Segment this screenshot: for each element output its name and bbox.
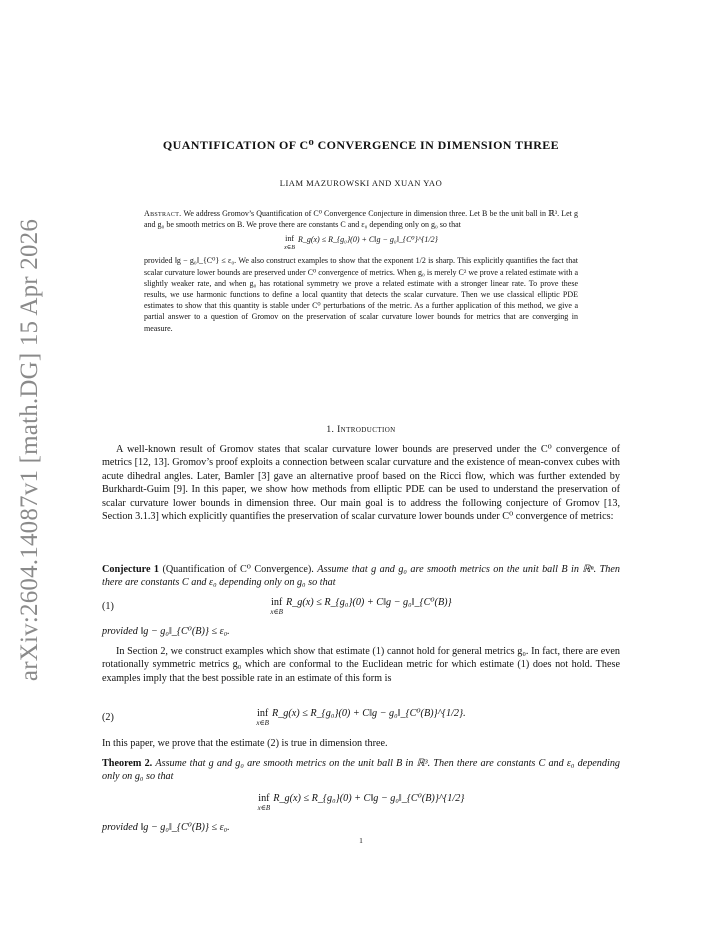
intro-paragraph-1: A well-known result of Gromov states that scalar curvature lower bounds are preserved under the C⁰ convergence of metrics [12, 13]. Gromov’s proof exploits a connection between scalar curvature and the existence of mean-convex cubes with acute dihedral angles. Later, Bamler [3] gave an alternative proof based on the Ricci flow, which was further extended by Burkhardt-Guim [9]. In this paper, we show how methods from elliptic PDE can be used to understand the preservation of scalar curvature lower bounds in dimension three. Our main goal is to address the following conjecture of Gromov [13, Section 3.1.3] which explicitly quantifies the preservation of scalar curvature lower bounds under C⁰ convergence of metrics:: [102, 444, 620, 523]
conjecture-text: Assume that g and g₀ are smooth metrics on the unit ball B in ℝⁿ. Then there are constants C and ε₀ depending only on g₀ so that: [102, 564, 620, 589]
conjecture-title: (Quantification of C⁰ Convergence).: [162, 564, 314, 575]
equation-1: [102, 597, 620, 619]
abstract-paragraph-2: provided ‖g − g₀‖_{C⁰} ≤ ε₀. We also construct examples to show that the exponent 1/2 is sharp. This explicitly quantifies the fact that scalar curvature lower bounds are preserved under C⁰ convergence of metrics. When g₀ is merely C² we prove a related estimate with a slightly weaker rate, and when g₀ has rotational symmetry we prove a related estimate with a stronger linear rate. To prove these results, we use harmonic functions to define a local quantity that detects the scalar curvature. Then we use classical elliptic PDE estimates to show that this quantity is stable under C⁰ perturbations of the metric. As a further application of this method, we give a partial answer to a question of Gromov on the preservation of scalar curvature lower bounds for metrics that are converging in measure.: [144, 256, 578, 333]
abstract-text-1: We address Gromov’s Quantification of C⁰ Convergence Conjecture in dimension three. Let B be the unit ball in ℝ³. Let g and g₀ be smooth metrics on B. We prove there are constants C and ε₀ depending only on g₀ so that: [144, 209, 579, 230]
abstract-paragraph-1: [144, 208, 578, 230]
equation-1-body: R_g(x) ≤ R_{g₀}(0) + C‖g − g₀‖_{C⁰(B)}: [285, 597, 452, 608]
intro-paragraph-3: In this paper, we prove that the estimate (2) is true in dimension three.: [102, 738, 388, 749]
equation-2-body: R_g(x) ≤ R_{g₀}(0) + C‖g − g₀‖_{C⁰(B)}^{1/2}.: [271, 708, 466, 719]
equation-1-formula: [102, 597, 620, 616]
theorem-provided: provided ‖g − g₀‖_{C⁰(B)} ≤ ε₀.: [102, 822, 230, 833]
theorem-label: Theorem 2.: [102, 758, 153, 769]
paper-authors: LIAM MAZUROWSKI AND XUAN YAO: [279, 178, 443, 188]
abstract: [144, 208, 578, 334]
theorem-2-body: R_g(x) ≤ R_{g₀}(0) + C‖g − g₀‖_{C⁰(B)}^{1/2}: [273, 793, 465, 804]
arxiv-identifier-stamp: [2, 218, 58, 682]
equation-2-subscript: x∈B: [256, 719, 269, 727]
equation-2-formula: [102, 708, 620, 727]
abstract-equation-subscript: x∈B: [284, 245, 295, 252]
conjecture-label: Conjecture 1: [102, 564, 159, 575]
theorem-2-equation: [102, 793, 620, 815]
conjecture-provided: provided ‖g − g₀‖_{C⁰(B)} ≤ ε₀.: [102, 626, 230, 637]
section-heading-introduction: 1. Introduction: [326, 425, 396, 435]
equation-2: [102, 708, 620, 730]
abstract-equation-inf: inf x∈B: [284, 234, 295, 252]
equation-1-subscript: x∈B: [270, 608, 283, 616]
theorem-2-subscript: x∈B: [257, 804, 271, 812]
abstract-label: Abstract.: [144, 209, 182, 218]
abstract-equation-body: R_g(x) ≤ R_{g₀}(0) + C‖g − g₀‖_{C⁰}^{1/2}: [297, 235, 438, 245]
arxiv-identifier-text: arXiv:2604.14087v1 [math.DG] 15 Apr 2026: [16, 218, 43, 682]
theorem-2-formula: [102, 793, 620, 812]
theorem-2-inf: inf x∈B: [257, 793, 271, 812]
theorem-2: [102, 757, 620, 784]
paper-title: QUANTIFICATION OF C⁰ CONVERGENCE IN DIMENSION THREE: [162, 138, 560, 152]
abstract-equation: [144, 234, 578, 252]
conjecture-1: [102, 563, 620, 590]
intro-paragraph-2: In Section 2, we construct examples which show that estimate (1) cannot hold for general metrics g₀. In fact, there are even rotationally symmetric metrics g₀ which are conformal to the Euclidean metric for which estimate (1) does not hold. These examples imply that the best possible rate in an estimate of this form is: [102, 646, 620, 684]
equation-1-number: (1): [102, 601, 114, 612]
page-number: 1: [359, 836, 363, 845]
theorem-text: Assume that g and g₀ are smooth metrics on the unit ball B in ℝ³. Then there are constants C and ε₀ depending only on g₀ so that: [102, 758, 621, 783]
equation-1-inf: inf x∈B: [270, 597, 283, 616]
equation-2-inf: inf x∈B: [256, 708, 269, 727]
equation-2-number: (2): [102, 712, 114, 723]
